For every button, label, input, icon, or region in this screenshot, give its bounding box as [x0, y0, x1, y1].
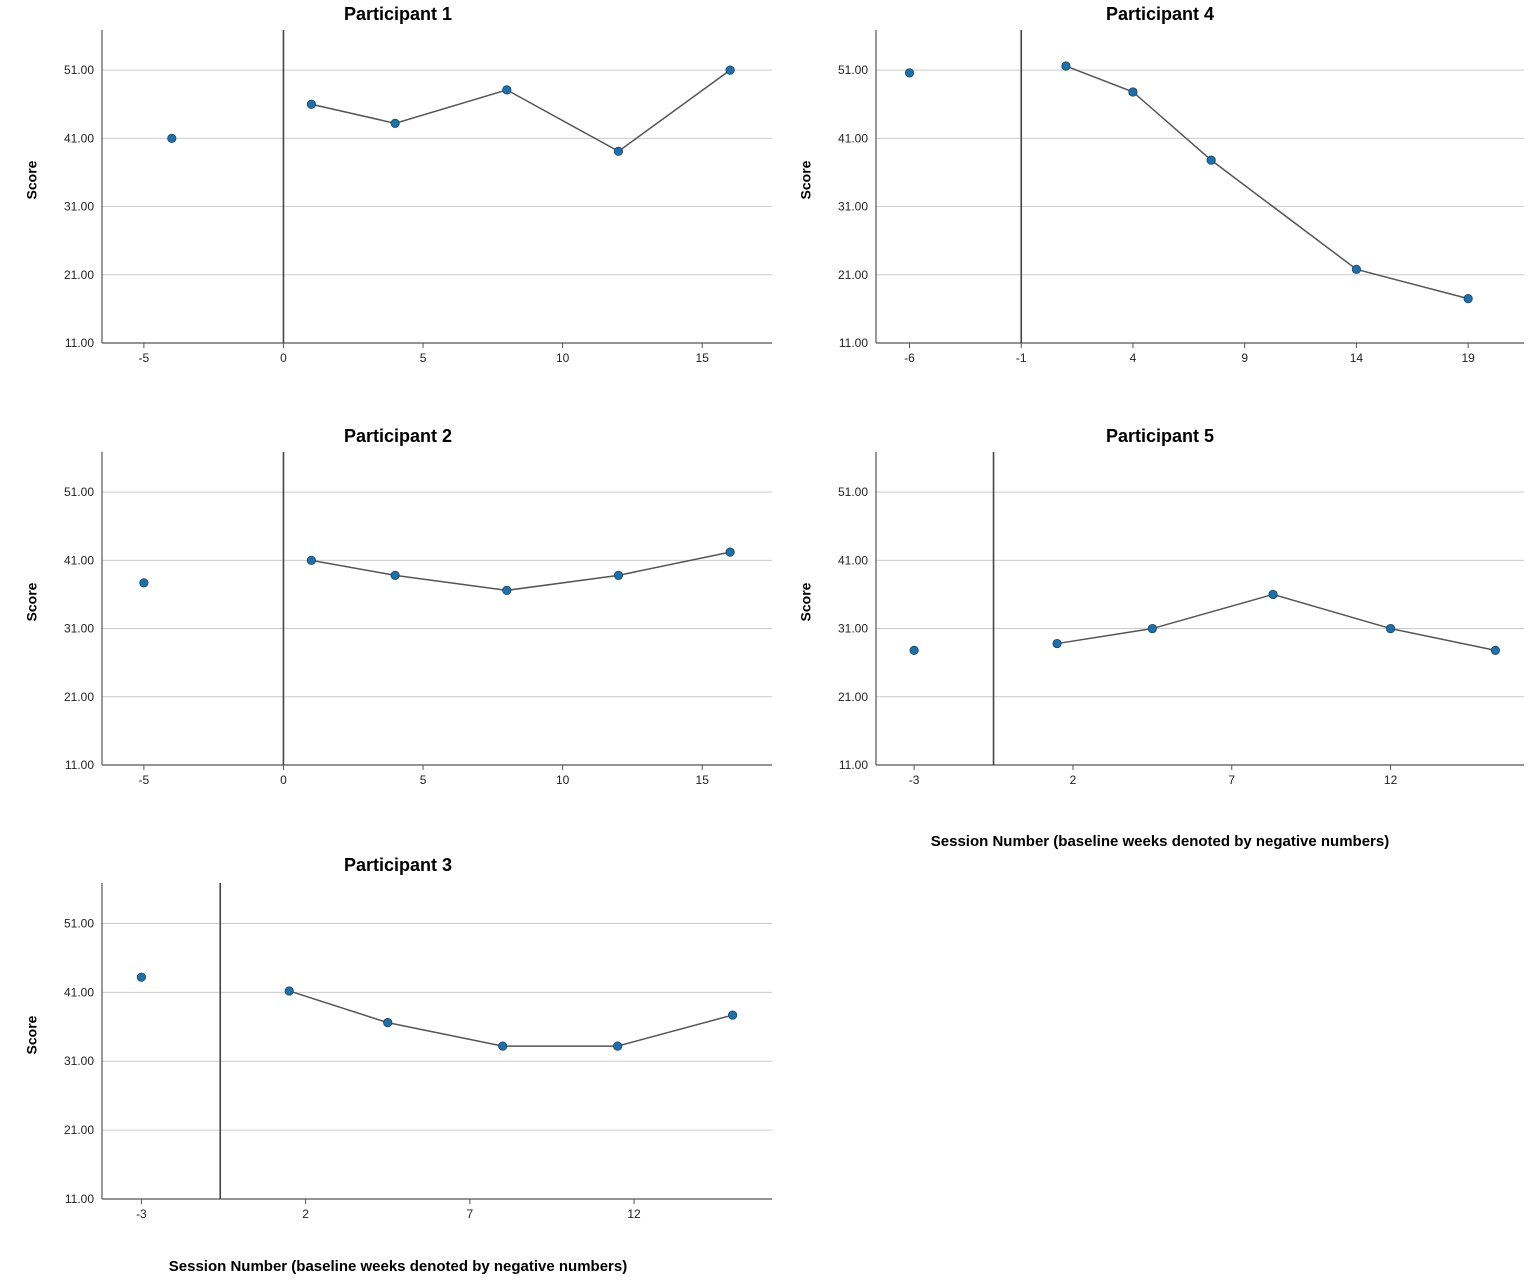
x-tick-label: -5	[138, 351, 150, 365]
x-tick-label: 7	[1228, 773, 1236, 787]
y-axis-label-participant-2: Score	[23, 582, 40, 622]
y-tick-label: 11.00	[64, 336, 94, 350]
y-tick-label: 11.00	[64, 1192, 94, 1206]
chart-svg-2	[40, 446, 778, 801]
data-line-intervention	[1057, 594, 1495, 650]
data-point	[614, 147, 622, 155]
data-point	[391, 571, 399, 579]
chart-svg-4	[814, 24, 1530, 379]
plot-area-participant-1	[40, 24, 778, 379]
y-tick-label: 21.00	[837, 267, 868, 282]
data-point	[137, 973, 145, 981]
data-point	[384, 1018, 392, 1026]
chart-panel-participant-2	[18, 426, 778, 806]
data-line-intervention	[289, 991, 732, 1046]
chart-panel-participant-4	[790, 4, 1530, 384]
data-point	[614, 571, 622, 579]
x-tick-label: 2	[1069, 773, 1077, 787]
x-tick-label: 2	[302, 1207, 309, 1221]
x-tick-label: -1	[1015, 351, 1027, 365]
data-point	[307, 100, 315, 108]
x-tick-label: 5	[419, 773, 427, 787]
y-axis-label-participant-5: Score	[797, 582, 814, 622]
y-tick-label: 31.00	[63, 199, 94, 214]
x-tick-label: 7	[466, 1207, 474, 1221]
y-tick-label: 11.00	[838, 758, 868, 772]
x-tick-label: 12	[1383, 773, 1398, 787]
y-tick-label: 31.00	[63, 1054, 94, 1069]
chart-title-participant-4: Participant 4	[1105, 4, 1215, 24]
data-point	[1386, 624, 1394, 632]
plot-area-participant-2	[40, 446, 778, 801]
y-tick-label: 21.00	[63, 267, 94, 282]
data-point	[307, 556, 315, 564]
x-tick-label: 4	[1129, 351, 1137, 365]
x-axis-caption-right: Session Number (baseline weeks denoted by negative numbers)	[930, 833, 1390, 850]
x-tick-label: 15	[695, 773, 709, 787]
y-tick-label: 41.00	[837, 553, 868, 568]
x-tick-label: -6	[904, 351, 915, 365]
chart-svg-5	[814, 446, 1530, 801]
y-tick-label: 31.00	[63, 621, 94, 636]
x-tick-label: 9	[1241, 351, 1249, 365]
data-line-intervention	[311, 552, 730, 590]
plot-area-participant-4	[814, 24, 1530, 379]
chart-svg-1	[40, 24, 778, 379]
y-tick-label: 51.00	[837, 485, 868, 500]
data-point	[168, 134, 176, 142]
x-tick-label: -3	[908, 773, 920, 787]
y-tick-label: 11.00	[64, 758, 94, 772]
chart-svg-3	[40, 877, 778, 1235]
y-axis-label-participant-4: Score	[797, 160, 814, 200]
y-tick-label: 41.00	[63, 985, 94, 1000]
data-point	[503, 586, 511, 594]
data-point	[1207, 156, 1215, 164]
data-point	[1269, 590, 1277, 598]
chart-panel-participant-3	[18, 855, 778, 1245]
data-point	[503, 86, 511, 94]
y-tick-label: 11.00	[838, 336, 868, 350]
x-tick-label: 0	[280, 351, 287, 365]
y-tick-label: 21.00	[63, 689, 94, 704]
data-point	[726, 66, 734, 74]
y-tick-label: 41.00	[63, 131, 94, 146]
data-point	[1053, 639, 1061, 647]
data-point	[1129, 88, 1137, 96]
x-tick-label: 5	[419, 351, 427, 365]
y-tick-label: 51.00	[63, 485, 94, 500]
x-axis-caption-left: Session Number (baseline weeks denoted by negative numbers)	[168, 1258, 628, 1275]
chart-title-participant-1: Participant 1	[343, 4, 453, 24]
y-tick-label: 21.00	[837, 689, 868, 704]
data-point	[498, 1042, 506, 1050]
x-tick-label: 10	[555, 773, 570, 787]
plot-area-participant-3	[40, 877, 778, 1235]
data-point	[726, 548, 734, 556]
data-point	[910, 646, 918, 654]
x-tick-label: 10	[555, 351, 570, 365]
y-tick-label: 31.00	[837, 621, 868, 636]
data-line-intervention	[1066, 66, 1468, 299]
y-tick-label: 51.00	[837, 63, 868, 78]
y-tick-label: 31.00	[837, 199, 868, 214]
data-point	[728, 1011, 736, 1019]
y-tick-label: 21.00	[63, 1123, 94, 1138]
data-point	[285, 987, 293, 995]
y-axis-label-participant-1: Score	[23, 160, 40, 200]
data-line-intervention	[311, 70, 730, 151]
x-tick-label: 14	[1349, 351, 1364, 365]
data-point	[613, 1042, 621, 1050]
x-tick-label: -3	[136, 1207, 147, 1221]
data-point	[391, 119, 399, 127]
chart-title-participant-5: Participant 5	[1105, 426, 1215, 446]
y-tick-label: 51.00	[63, 63, 94, 78]
data-point	[1464, 294, 1472, 302]
y-tick-label: 51.00	[63, 916, 94, 931]
y-tick-label: 41.00	[63, 553, 94, 568]
y-axis-label-participant-3: Score	[23, 1015, 40, 1055]
y-tick-label: 41.00	[837, 131, 868, 146]
x-tick-label: 0	[280, 773, 287, 787]
chart-title-participant-3: Participant 3	[343, 855, 453, 875]
data-point	[1062, 62, 1070, 70]
x-tick-label: -5	[138, 773, 150, 787]
data-point	[1148, 624, 1156, 632]
data-point	[1352, 265, 1360, 273]
data-point	[905, 69, 913, 77]
chart-panel-participant-1	[18, 4, 778, 384]
data-point	[1491, 646, 1499, 654]
x-tick-label: 19	[1461, 351, 1475, 365]
plot-area-participant-5	[814, 446, 1530, 801]
x-tick-label: 15	[695, 351, 709, 365]
chart-panel-participant-5	[790, 426, 1530, 806]
chart-title-participant-2: Participant 2	[343, 426, 453, 446]
x-tick-label: 12	[627, 1207, 641, 1221]
data-point	[140, 579, 148, 587]
